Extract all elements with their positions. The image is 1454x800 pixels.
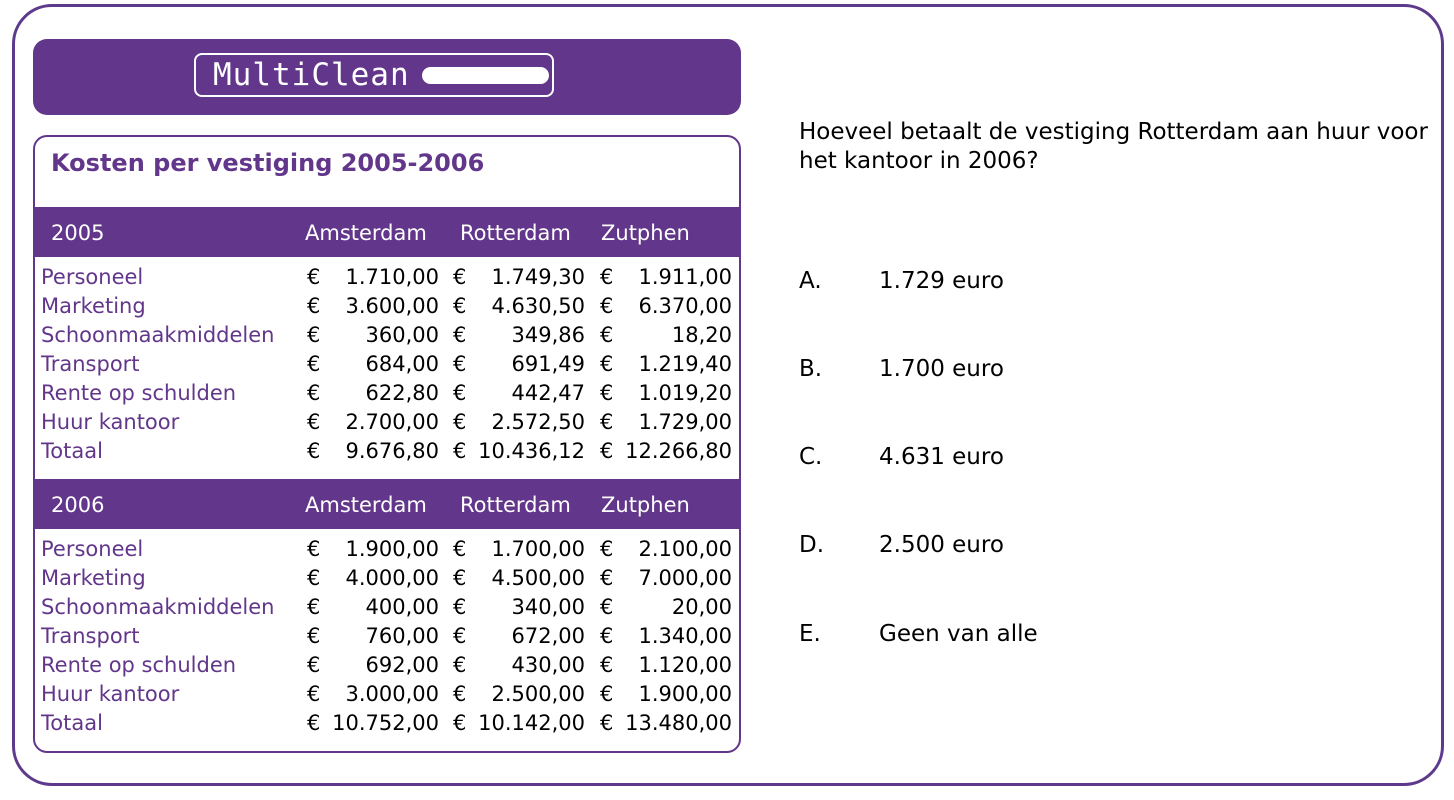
- currency-symbol: €: [307, 682, 321, 706]
- option-text: 1.729 euro: [879, 268, 1004, 294]
- amount: 1.911,00: [638, 265, 732, 289]
- amount: 13.480,00: [625, 711, 732, 735]
- column-header: Amsterdam: [305, 221, 427, 245]
- table-row: [35, 437, 739, 466]
- table-row: [35, 535, 739, 564]
- row-label: Schoonmaakmiddelen: [41, 595, 275, 619]
- currency-symbol: €: [600, 566, 614, 590]
- currency-symbol: €: [307, 410, 321, 434]
- table-row: [35, 263, 739, 292]
- column-header: Rotterdam: [460, 493, 571, 517]
- currency-symbol: €: [600, 653, 614, 677]
- amount: 3.600,00: [345, 294, 439, 318]
- currency-symbol: €: [307, 381, 321, 405]
- currency-symbol: €: [307, 294, 321, 318]
- amount: 1.749,30: [491, 265, 585, 289]
- currency-symbol: €: [307, 537, 321, 561]
- row-label: Transport: [41, 624, 140, 648]
- currency-symbol: €: [453, 566, 467, 590]
- table-rows-2006: [35, 535, 739, 738]
- amount: 349,86: [511, 323, 585, 347]
- table-row: [35, 593, 739, 622]
- amount: 2.572,50: [491, 410, 585, 434]
- table-row: [35, 292, 739, 321]
- option-text: 2.500 euro: [879, 532, 1004, 558]
- row-label: Huur kantoor: [41, 410, 180, 434]
- currency-symbol: €: [600, 682, 614, 706]
- amount: 2.500,00: [491, 682, 585, 706]
- currency-symbol: €: [600, 294, 614, 318]
- amount: 2.100,00: [638, 537, 732, 561]
- table-row: [35, 680, 739, 709]
- currency-symbol: €: [600, 265, 614, 289]
- column-header: Zutphen: [601, 221, 690, 245]
- currency-symbol: €: [453, 537, 467, 561]
- currency-symbol: €: [453, 653, 467, 677]
- currency-symbol: €: [453, 624, 467, 648]
- table-row: [35, 350, 739, 379]
- row-label: Marketing: [41, 566, 146, 590]
- currency-symbol: €: [453, 352, 467, 376]
- amount: 692,00: [365, 653, 439, 677]
- currency-symbol: €: [600, 439, 614, 463]
- table-row: [35, 622, 739, 651]
- currency-symbol: €: [600, 381, 614, 405]
- currency-symbol: €: [307, 624, 321, 648]
- currency-symbol: €: [600, 624, 614, 648]
- currency-symbol: €: [453, 711, 467, 735]
- currency-symbol: €: [307, 439, 321, 463]
- amount: 400,00: [365, 595, 439, 619]
- amount: 691,49: [511, 352, 585, 376]
- question-text: Hoeveel betaalt de vestiging Rotterdam aan huur voor het kantoor in 2006?: [799, 119, 1428, 174]
- currency-symbol: €: [600, 537, 614, 561]
- currency-symbol: €: [600, 410, 614, 434]
- option-letter: A.: [799, 268, 822, 294]
- row-label: Rente op schulden: [41, 653, 237, 677]
- option-text: Geen van alle: [879, 621, 1038, 647]
- row-label: Personeel: [41, 265, 144, 289]
- row-label: Totaal: [41, 439, 103, 463]
- currency-symbol: €: [453, 682, 467, 706]
- option-text: 1.700 euro: [879, 356, 1004, 382]
- currency-symbol: €: [307, 265, 321, 289]
- option-letter: B.: [799, 356, 823, 382]
- amount: 12.266,80: [625, 439, 732, 463]
- amount: 622,80: [365, 381, 439, 405]
- amount: 1.700,00: [491, 537, 585, 561]
- column-header: Zutphen: [601, 493, 690, 517]
- amount: 18,20: [671, 323, 732, 347]
- amount: 1.710,00: [345, 265, 439, 289]
- table-row: [35, 321, 739, 350]
- row-label: Totaal: [41, 711, 103, 735]
- year-header-2006: [35, 479, 739, 529]
- currency-symbol: €: [307, 566, 321, 590]
- currency-symbol: €: [600, 595, 614, 619]
- amount: 4.000,00: [345, 566, 439, 590]
- amount: 9.676,80: [345, 439, 439, 463]
- row-label: Huur kantoor: [41, 682, 180, 706]
- amount: 1.729,00: [638, 410, 732, 434]
- currency-symbol: €: [600, 711, 614, 735]
- table-row: [35, 379, 739, 408]
- amount: 7.000,00: [638, 566, 732, 590]
- table-row: [35, 709, 739, 738]
- currency-symbol: €: [453, 381, 467, 405]
- year-header-2005: [35, 207, 739, 257]
- amount: 430,00: [511, 653, 585, 677]
- currency-symbol: €: [307, 323, 321, 347]
- row-label: Marketing: [41, 294, 146, 318]
- amount: 10.436,12: [478, 439, 585, 463]
- amount: 4.500,00: [491, 566, 585, 590]
- option-text: 4.631 euro: [879, 444, 1004, 470]
- costs-table-panel: [33, 135, 741, 753]
- amount: 2.700,00: [345, 410, 439, 434]
- table-title: Kosten per vestiging 2005-2006: [51, 149, 485, 177]
- amount: 10.142,00: [478, 711, 585, 735]
- currency-symbol: €: [453, 265, 467, 289]
- amount: 1.340,00: [638, 624, 732, 648]
- table-row: [35, 564, 739, 593]
- table-row: [35, 651, 739, 680]
- amount: 360,00: [365, 323, 439, 347]
- amount: 20,00: [671, 595, 732, 619]
- amount: 760,00: [365, 624, 439, 648]
- row-label: Transport: [41, 352, 140, 376]
- year-label: 2005: [51, 221, 105, 245]
- amount: 6.370,00: [638, 294, 732, 318]
- currency-symbol: €: [453, 323, 467, 347]
- amount: 442,47: [511, 381, 585, 405]
- amount: 4.630,50: [491, 294, 585, 318]
- brand-banner: [33, 39, 741, 115]
- option-letter: E.: [799, 621, 821, 647]
- currency-symbol: €: [600, 352, 614, 376]
- option-letter: C.: [799, 444, 823, 470]
- column-header: Amsterdam: [305, 493, 427, 517]
- currency-symbol: €: [453, 595, 467, 619]
- year-label: 2006: [51, 493, 105, 517]
- row-label: Personeel: [41, 537, 144, 561]
- currency-symbol: €: [600, 323, 614, 347]
- multiclean-logo: [194, 53, 554, 97]
- amount: 340,00: [511, 595, 585, 619]
- row-label: Rente op schulden: [41, 381, 237, 405]
- amount: 10.752,00: [332, 711, 439, 735]
- amount: 1.900,00: [345, 537, 439, 561]
- logo-bar-icon: [422, 67, 549, 84]
- table-row: [35, 408, 739, 437]
- amount: 1.019,20: [638, 381, 732, 405]
- currency-symbol: €: [453, 439, 467, 463]
- amount: 1.219,40: [638, 352, 732, 376]
- option-letter: D.: [799, 532, 825, 558]
- amount: 1.120,00: [638, 653, 732, 677]
- column-header: Rotterdam: [460, 221, 571, 245]
- amount: 672,00: [511, 624, 585, 648]
- currency-symbol: €: [307, 653, 321, 677]
- row-label: Schoonmaakmiddelen: [41, 323, 275, 347]
- currency-symbol: €: [307, 352, 321, 376]
- currency-symbol: €: [453, 294, 467, 318]
- amount: 3.000,00: [345, 682, 439, 706]
- currency-symbol: €: [307, 595, 321, 619]
- amount: 1.900,00: [638, 682, 732, 706]
- amount: 684,00: [365, 352, 439, 376]
- currency-symbol: €: [453, 410, 467, 434]
- logo-text: MultiClean: [213, 57, 410, 93]
- currency-symbol: €: [307, 711, 321, 735]
- table-rows-2005: [35, 263, 739, 466]
